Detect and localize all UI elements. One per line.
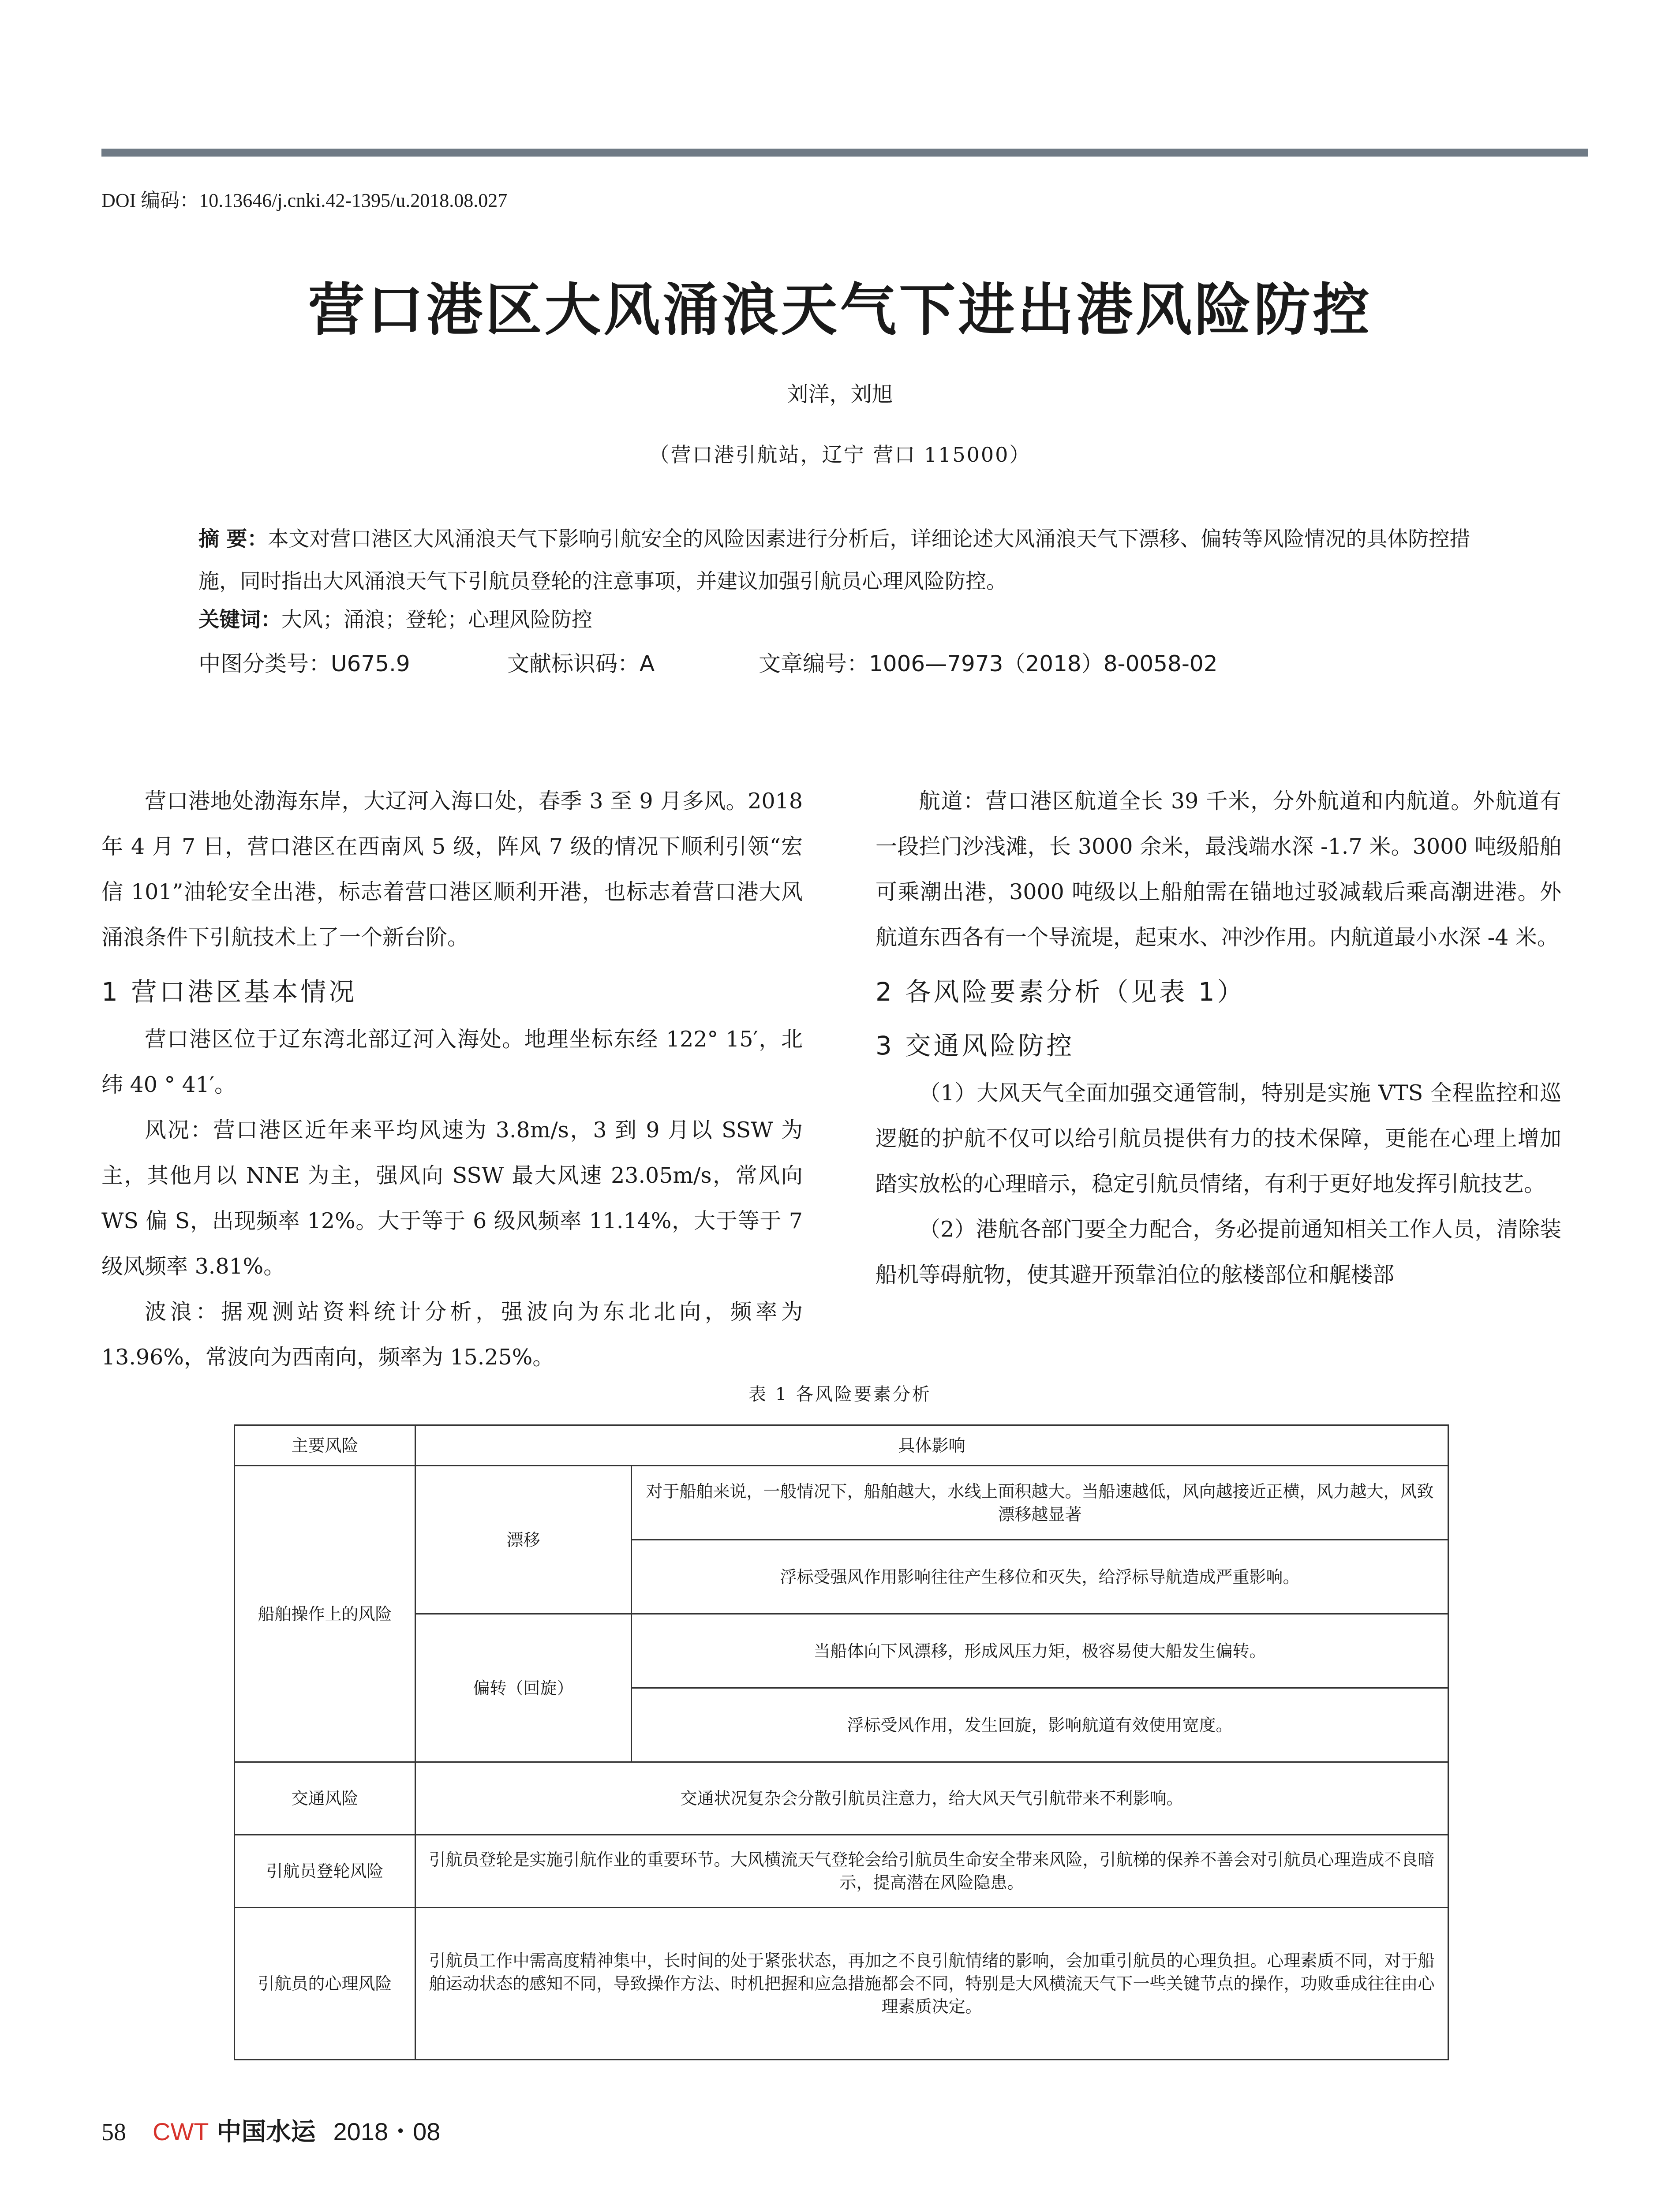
psych-risk-label: 引航员的心理风险 [235,1908,415,2060]
table-row [235,1835,1448,1908]
table-row [235,1762,1448,1835]
abstract-label: 摘 要： [198,527,268,551]
abstract [198,518,1486,603]
traffic-risk-label: 交通风险 [235,1762,415,1835]
article-number: 文章编号：1006—7973（2018）8-0058-02 [759,651,1218,676]
header-main-risk: 主要风险 [235,1425,415,1466]
wind-paragraph: 风况：营口港区近年来平均风速为 3.8m/s，3 到 9 月以 SSW 为主，其他月以 NNE 为主，强风向 SSW 最大风速 23.05m/s，常风向 WS 偏 S，出现频率 12%。大于等于 6 级风频率 11.14%，大于等于 7 级风频率 3.81%。 [101,1117,803,1279]
doi-line: DOI 编码：10.13646/j.cnki.42-1395/u.2018.08.027 [101,190,508,211]
table-row [235,1466,1448,1540]
boarding-risk-impact: 引航员登轮是实施引航作业的重要环节。大风横流天气登轮会给引航员生命安全带来风险，引航梯的保养不善会对引航员心理造成不良暗示，提高潜在风险隐患。 [415,1835,1448,1908]
document-code: 文献标识码：A [507,651,655,676]
drift-impact-2: 浮标受强风作用影响往往产生移位和灭失，给浮标导航造成严重影响。 [632,1540,1448,1614]
table-row [235,1908,1448,2060]
keywords-text: 大风；涌浪；登轮；心理风险防控 [281,608,592,632]
paper-title: 营口港区大风涌浪天气下进出港风险防控 [308,277,1372,343]
issue-date: 2018・08 [333,2118,441,2145]
clc-number: 中图分类号：U675.9 [198,651,410,676]
section-heading-3: 3 交通风险防控 [876,1031,1075,1061]
keywords-label: 关键词： [198,608,281,632]
header-rule [101,149,1588,157]
section-heading-1: 1 营口港区基本情况 [101,977,357,1007]
drift-impact-1: 对于船舶来说，一般情况下，船舶越大，水线上面积越大。当船速越低，风向越接近正横，风力越大，风致漂移越显著 [632,1466,1448,1540]
right-column [876,778,1561,1297]
yaw-impact-1: 当船体向下风漂移，形成风压力矩，极容易使大船发生偏转。 [632,1614,1448,1688]
header-impact: 具体影响 [415,1425,1448,1466]
channel-paragraph: 航道：营口港区航道全长 39 千米，分外航道和内航道。外航道有一段拦门沙浅滩，长 3000 余米，最浅端水深 -1.7 米。3000 吨级船舶可乘潮出港，3000 吨级以上船舶需在锚地过驳减载后乘高潮进港。外航道东西各有一个导流堤，起束水、冲沙作用。内航道最小水深 -4 米。 [876,789,1561,950]
psych-risk-impact: 引航员工作中需高度精神集中，长时间的处于紧张状态，再加之不良引航情绪的影响，会加重引航员的心理负担。心理素质不同，对于船舶运动状态的感知不同，导致操作方法、时机把握和应急措施都会不同，特别是大风横流天气下一些关键节点的操作，功败垂成往往由心理素质决定。 [415,1908,1448,2060]
yaw-impact-2: 浮标受风作用，发生回旋，影响航道有效使用宽度。 [632,1688,1448,1762]
authors: 刘洋，刘旭 [787,382,893,407]
drift-label: 漂移 [415,1466,632,1614]
page-footer [101,2112,440,2148]
left-column [101,778,803,1380]
section-heading-2: 2 各风险要素分析（见表 1） [876,977,1246,1007]
traffic-risk-impact: 交通状况复杂会分散引航员注意力，给大风天气引航带来不利影响。 [415,1762,1448,1835]
risk-table [234,1424,1449,2060]
cwt-logo: CWT [153,2118,209,2145]
table-row [235,1614,1448,1688]
boarding-risk-label: 引航员登轮风险 [235,1835,415,1908]
affiliation: （营口港引航站，辽宁 营口 115000） [649,443,1031,467]
location-paragraph: 营口港区位于辽东湾北部辽河入海处。地理坐标东经 122° 15′，北纬 40 ° 41′。 [101,1027,803,1097]
magazine-name: 中国水运 [217,2119,316,2146]
table-header-row [235,1425,1448,1466]
table-caption: 表 1 各风险要素分析 [748,1384,932,1405]
traffic-control-paragraph-2: （2）港航各部门要全力配合，务必提前通知相关工作人员，清除装船机等碍航物，使其避开预靠泊位的舷楼部位和艉楼部 [876,1217,1561,1287]
keywords [198,603,592,633]
intro-paragraph: 营口港地处渤海东岸，大辽河入海口处，春季 3 至 9 月多风。2018 年 4 月 7 日，营口港区在西南风 5 级，阵风 7 级的情况下顺利引领“宏信 101”油轮安全出港，标志着营口港区顺利开港，也标志着营口港大风涌浪条件下引航技术上了一个新台阶。 [101,789,803,950]
traffic-control-paragraph-1: （1）大风天气全面加强交通管制，特别是实施 VTS 全程监控和巡逻艇的护航不仅可以给引航员提供有力的技术保障，更能在心理上增加踏实放松的心理暗示，稳定引航员情绪，有利于更好地发挥引航技艺。 [876,1080,1561,1196]
abstract-text: 本文对营口港区大风涌浪天气下影响引航安全的风险因素进行分析后，详细论述大风涌浪天气下漂移、偏转等风险情况的具体防控措施，同时指出大风涌浪天气下引航员登轮的注意事项，并建议加强引航员心理风险防控。 [198,527,1470,594]
ship-risk-label: 船舶操作上的风险 [235,1466,415,1762]
page-number: 58 [101,2119,126,2146]
yaw-label: 偏转（回旋） [415,1614,632,1762]
wave-paragraph: 波浪：据观测站资料统计分析，强波向为东北北向，频率为 13.96%，常波向为西南向，频率为 15.25%。 [101,1299,803,1370]
